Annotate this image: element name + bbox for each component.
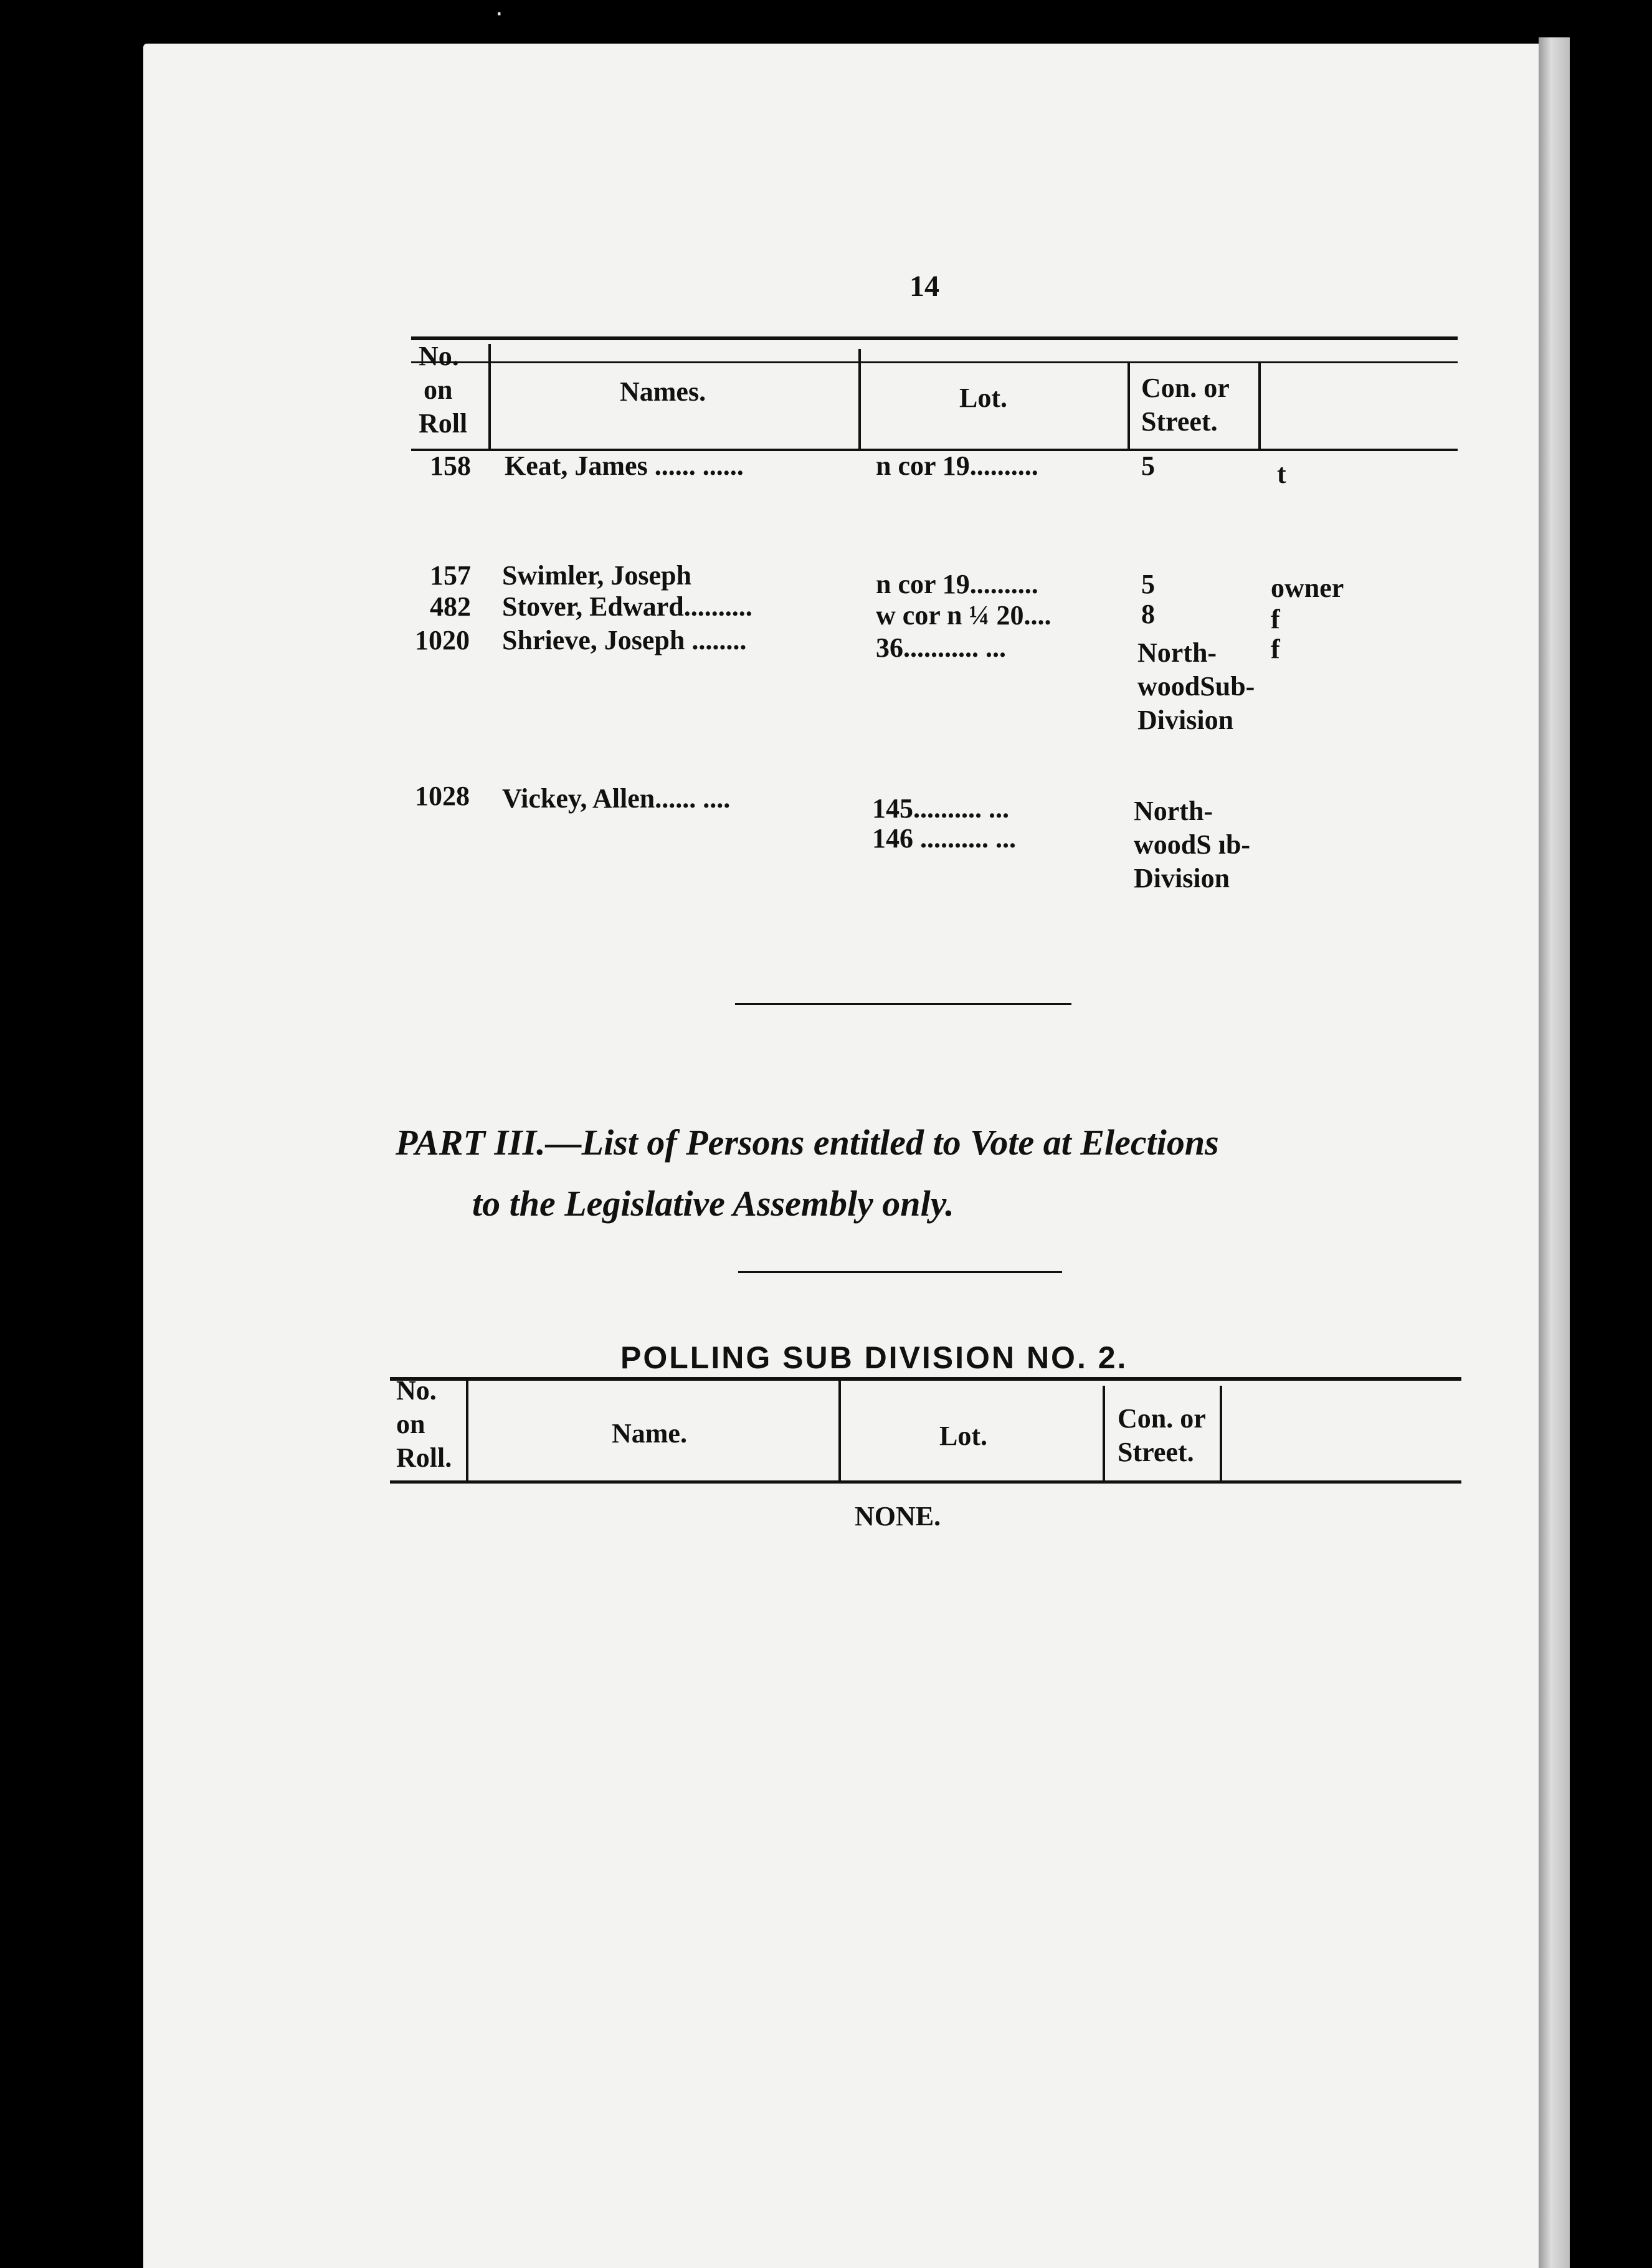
scan-speck: · bbox=[495, 0, 503, 29]
table2-header-no-on-roll bbox=[396, 1374, 452, 1475]
table2-header-lot: Lot. bbox=[939, 1421, 987, 1451]
table2-none-text: NONE. bbox=[855, 1501, 941, 1532]
page-right-edge bbox=[1539, 37, 1570, 2268]
row-1028-lot: 145.......... ... bbox=[872, 793, 1009, 824]
table2-divider-3 bbox=[1103, 1386, 1105, 1482]
table2-header-con-line2: Street. bbox=[1118, 1437, 1194, 1467]
table2-header-no-line3: Roll. bbox=[396, 1442, 452, 1473]
row-158-extra: t bbox=[1277, 459, 1286, 489]
table2-divider-1 bbox=[466, 1379, 468, 1482]
row-1020-name: Shrieve, Joseph ........ bbox=[502, 625, 747, 655]
row-1028-con-line2: woodS ıb- bbox=[1134, 829, 1251, 860]
polling-subdivision-title: POLLING SUB DIVISION NO. 2. bbox=[620, 1340, 1128, 1375]
header-con-line2: Street. bbox=[1141, 406, 1218, 437]
header-no-line3: Roll bbox=[419, 408, 468, 439]
table2-header-no-line2: on bbox=[396, 1409, 425, 1439]
table1-top-rule bbox=[411, 336, 1458, 340]
table2-divider-2 bbox=[838, 1379, 841, 1482]
row-158-con: 5 bbox=[1141, 450, 1155, 481]
row-1020-extra: f bbox=[1271, 634, 1280, 664]
header-con-line1: Con. or bbox=[1141, 373, 1230, 403]
row-482-name: Stover, Edward.......... bbox=[502, 591, 752, 622]
table1-divider-4 bbox=[1258, 361, 1261, 450]
row-158-name: Keat, James ...... ...... bbox=[505, 450, 744, 481]
row-482-con: 8 bbox=[1141, 599, 1155, 629]
row-158-lot: n cor 19.......... bbox=[876, 450, 1038, 481]
table2-header-name: Name. bbox=[612, 1418, 687, 1449]
part-iii-separator-rule bbox=[738, 1271, 1062, 1273]
row-157-lot: n cor 19.......... bbox=[876, 569, 1038, 599]
table1-top-rule-thin bbox=[411, 361, 1458, 363]
row-1020-lot: 36........... ... bbox=[876, 632, 1006, 663]
row-482-extra: f bbox=[1271, 604, 1280, 634]
row-482-lot: w cor n ¼ 20.... bbox=[876, 600, 1051, 631]
row-157-con: 5 bbox=[1141, 569, 1155, 599]
row-1028-con-line3: Division bbox=[1134, 863, 1230, 893]
table1-divider-1 bbox=[488, 344, 491, 450]
table2-header-no-line1: No. bbox=[396, 1375, 437, 1406]
row-157-name: Swimler, Joseph bbox=[502, 560, 691, 591]
table1-divider-2 bbox=[858, 349, 861, 450]
header-no-on-roll bbox=[419, 340, 467, 441]
table2-divider-4 bbox=[1220, 1386, 1222, 1482]
row-1020-con-line1: North- bbox=[1137, 637, 1217, 668]
page-number: 14 bbox=[909, 270, 939, 303]
part-iii-heading-line2: to the Legislative Assembly only. bbox=[472, 1183, 954, 1224]
header-con-or-street bbox=[1141, 371, 1230, 439]
table2-header-con-line1: Con. or bbox=[1118, 1403, 1206, 1434]
table2-header-rule bbox=[390, 1480, 1461, 1484]
row-157-extra: owner bbox=[1271, 573, 1344, 603]
row-158-no: 158 bbox=[430, 450, 471, 481]
row-157-no: 157 bbox=[430, 560, 471, 591]
section-separator-rule bbox=[735, 1003, 1071, 1005]
header-names: Names. bbox=[620, 376, 706, 407]
table2-top-rule bbox=[390, 1377, 1461, 1381]
row-482-no: 482 bbox=[430, 591, 471, 622]
row-1028-name: Vickey, Allen...... .... bbox=[502, 783, 731, 814]
row-1028-con-line1: North- bbox=[1134, 796, 1213, 826]
row-1028-no: 1028 bbox=[415, 781, 470, 811]
row-1028-lot2: 146 .......... ... bbox=[872, 823, 1016, 854]
row-1020-no: 1020 bbox=[415, 625, 470, 655]
part-iii-heading-line1: PART III.—List of Persons entitled to Vote at Elections bbox=[396, 1122, 1219, 1163]
row-1020-con-line2: woodSub- bbox=[1137, 671, 1255, 702]
header-lot: Lot. bbox=[959, 383, 1007, 413]
header-no-line1: No. bbox=[419, 341, 459, 371]
row-1020-con-line3: Division bbox=[1137, 705, 1234, 735]
table1-divider-3 bbox=[1127, 361, 1130, 450]
header-no-line2: on bbox=[424, 374, 453, 405]
table2-header-con-or-street bbox=[1118, 1402, 1206, 1469]
